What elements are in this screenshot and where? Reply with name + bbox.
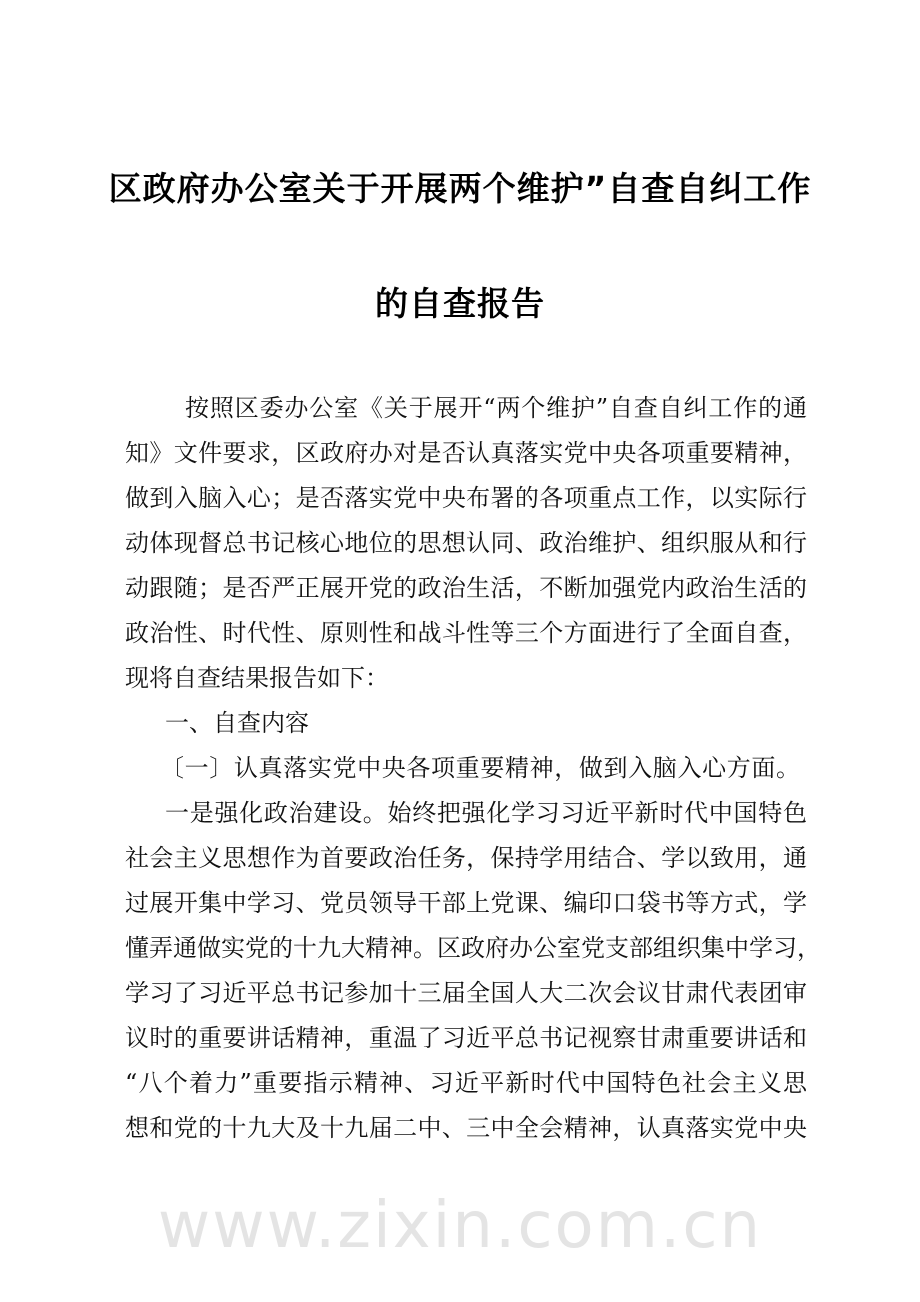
paragraph-line: 过展开集中学习、党员领导干部上党课、编印口袋书等方式，学 xyxy=(125,889,807,917)
document-title-line-2: 的自查报告 xyxy=(375,284,545,323)
paragraph-line: 议时的重要讲话精神，重温了习近平总书记视察甘肃重要讲话和 xyxy=(125,1024,807,1052)
section-heading: 一、自查内容 xyxy=(165,709,309,737)
paragraph-line: 一是强化政治建设。始终把强化学习习近平新时代中国特色 xyxy=(165,799,807,827)
paragraph-line: 学习了习近平总书记参加十三届全国人大二次会议甘肃代表团审 xyxy=(125,979,807,1007)
paragraph-line: 动跟随；是否严正展开党的政治生活，不断加强党内政治生活的 xyxy=(125,574,807,602)
paragraph-line: 做到入脑入心；是否落实党中央布署的各项重点工作，以实际行 xyxy=(125,484,807,512)
paragraph-line: 按照区委办公室《关于展开“两个维护”自查自纠工作的通 xyxy=(185,394,807,422)
paragraph-line: 社会主义思想作为首要政治任务，保持学用结合、学以致用，通 xyxy=(125,844,807,872)
subsection-heading: 〔一〕认真落实党中央各项重要精神，做到入脑入心方面。 xyxy=(160,754,800,782)
paragraph-line: 知》文件要求，区政府办对是否认真落实党中央各项重要精神， xyxy=(125,439,807,467)
watermark: www.zixin.com.cn xyxy=(157,1189,763,1263)
paragraph-line: 懂弄通做实党的十九大精神。区政府办公室党支部组织集中学习， xyxy=(125,934,821,962)
paragraph-line: 政治性、时代性、原则性和战斗性等三个方面进行了全面自查， xyxy=(125,619,807,647)
paragraph-line: 想和党的十九大及十九届二中、三中全会精神，认真落实党中央 xyxy=(125,1114,807,1142)
paragraph-line: 现将自查结果报告如下： xyxy=(125,664,389,692)
paragraph-line: 动体现督总书记核心地位的思想认同、政治维护、组织服从和行 xyxy=(125,529,807,557)
paragraph-line: “八个着力”重要指示精神、习近平新时代中国特色社会主义思 xyxy=(125,1069,807,1097)
document-title-line-1: 区政府办公室关于开展两个维护”自查自纠工作 xyxy=(108,169,812,208)
